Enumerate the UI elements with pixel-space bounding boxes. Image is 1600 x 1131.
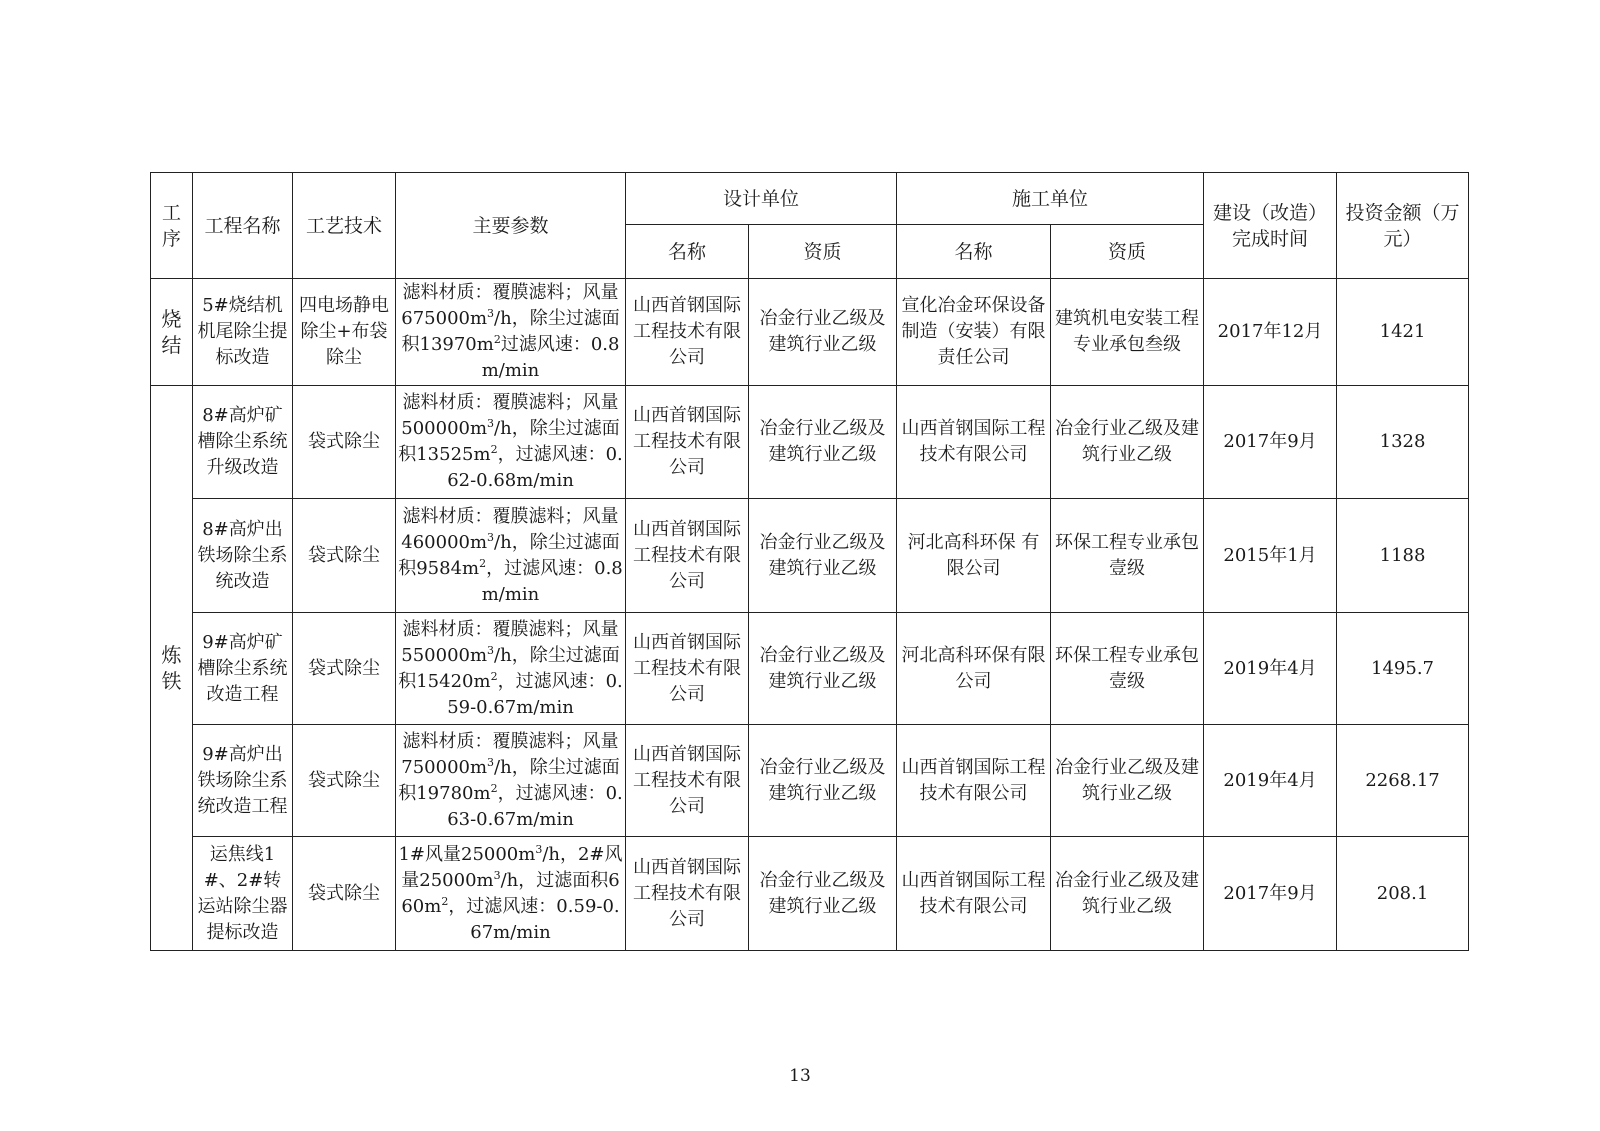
design-qualification-cell: 冶金行业乙级及建筑行业乙级 [749, 386, 897, 499]
completion-time-cell: 2019年4月 [1204, 725, 1337, 837]
table-row [151, 613, 1469, 725]
table-row [151, 279, 1469, 386]
header-design-unit: 设计单位 [626, 173, 897, 225]
process-cell-ironmaking: 炼铁 [151, 386, 193, 951]
project-name-cell: 8#高炉矿槽除尘系统升级改造 [193, 386, 293, 499]
design-qualification-cell: 冶金行业乙级及建筑行业乙级 [749, 499, 897, 613]
params-cell: 滤料材质：覆膜滤料；风量$550000m^3/h$，除尘过滤面积$15420m^2$，过滤风速：0.59-0.67m/min [396, 613, 626, 725]
design-qualification-cell: 冶金行业乙级及建筑行业乙级 [749, 837, 897, 951]
project-name-cell: 5#烧结机机尾除尘提标改造 [193, 279, 293, 386]
investment-cell: 1188 [1337, 499, 1469, 613]
technology-cell: 袋式除尘 [293, 837, 396, 951]
header-process: 工序 [151, 173, 193, 279]
investment-cell: 1328 [1337, 386, 1469, 499]
header-construction-unit: 施工单位 [897, 173, 1204, 225]
design-name-cell: 山西首钢国际工程技术有限公司 [626, 725, 749, 837]
params-cell: 滤料材质：覆膜滤料；风量$750000m^3/h$，除尘过滤面积$19780m^2$，过滤风速：0.63-0.67m/min [396, 725, 626, 837]
technology-cell: 袋式除尘 [293, 499, 396, 613]
design-name-cell: 山西首钢国际工程技术有限公司 [626, 837, 749, 951]
design-name-cell: 山西首钢国际工程技术有限公司 [626, 279, 749, 386]
project-name-cell: 9#高炉出铁场除尘系统改造工程 [193, 725, 293, 837]
design-qualification-cell: 冶金行业乙级及建筑行业乙级 [749, 725, 897, 837]
design-qualification-cell: 冶金行业乙级及建筑行业乙级 [749, 279, 897, 386]
design-name-cell: 山西首钢国际工程技术有限公司 [626, 613, 749, 725]
params-cell: 1#风量$25000m^3/h$，2#风量$25000m^3/h$，过滤面积$660m^2$，过滤风速：0.59-0.67m/min [396, 837, 626, 951]
completion-time-cell: 2015年1月 [1204, 499, 1337, 613]
params-cell: 滤料材质：覆膜滤料；风量$460000m^3/h$，除尘过滤面积$9584m^2$，过滤风速：0.8m/min [396, 499, 626, 613]
header-technology: 工艺技术 [293, 173, 396, 279]
completion-time-cell: 2017年12月 [1204, 279, 1337, 386]
investment-cell: 208.1 [1337, 837, 1469, 951]
construction-qualification-cell: 冶金行业乙级及建筑行业乙级 [1051, 837, 1204, 951]
process-cell-sintering: 烧结 [151, 279, 193, 386]
investment-cell: 2268.17 [1337, 725, 1469, 837]
header-construction-qualification: 资质 [1051, 225, 1204, 279]
technology-cell: 袋式除尘 [293, 725, 396, 837]
header-construction-name: 名称 [897, 225, 1051, 279]
params-cell: 滤料材质：覆膜滤料；风量$675000m^3/h$，除尘过滤面积$13970m^2$过滤风速：0.8m/min [396, 279, 626, 386]
construction-name-cell: 山西首钢国际工程技术有限公司 [897, 837, 1051, 951]
design-name-cell: 山西首钢国际工程技术有限公司 [626, 386, 749, 499]
investment-cell: 1421 [1337, 279, 1469, 386]
project-name-cell: 8#高炉出铁场除尘系统改造 [193, 499, 293, 613]
header-design-qualification: 资质 [749, 225, 897, 279]
investment-cell: 1495.7 [1337, 613, 1469, 725]
construction-name-cell: 宣化冶金环保设备制造（安装）有限责任公司 [897, 279, 1051, 386]
header-investment: 投资金额（万元） [1337, 173, 1469, 279]
table-row [151, 725, 1469, 837]
project-name-cell: 9#高炉矿槽除尘系统改造工程 [193, 613, 293, 725]
completion-time-cell: 2017年9月 [1204, 386, 1337, 499]
table-row [151, 386, 1469, 499]
completion-time-cell: 2017年9月 [1204, 837, 1337, 951]
construction-name-cell: 山西首钢国际工程技术有限公司 [897, 725, 1051, 837]
completion-time-cell: 2019年4月 [1204, 613, 1337, 725]
header-design-name: 名称 [626, 225, 749, 279]
technology-cell: 四电场静电除尘+布袋除尘 [293, 279, 396, 386]
page-number: 13 [789, 1066, 811, 1086]
technology-cell: 袋式除尘 [293, 386, 396, 499]
construction-qualification-cell: 冶金行业乙级及建筑行业乙级 [1051, 386, 1204, 499]
construction-qualification-cell: 建筑机电安装工程专业承包叁级 [1051, 279, 1204, 386]
header-completion-time: 建设（改造）完成时间 [1204, 173, 1337, 279]
header-project-name: 工程名称 [193, 173, 293, 279]
technology-cell: 袋式除尘 [293, 613, 396, 725]
design-name-cell: 山西首钢国际工程技术有限公司 [626, 499, 749, 613]
params-cell: 滤料材质：覆膜滤料；风量$500000m^3/h$，除尘过滤面积$13525m^2$，过滤风速：0.62-0.68m/min [396, 386, 626, 499]
construction-name-cell: 河北高科环保有限公司 [897, 613, 1051, 725]
table-row [151, 837, 1469, 951]
design-qualification-cell: 冶金行业乙级及建筑行业乙级 [749, 613, 897, 725]
construction-qualification-cell: 冶金行业乙级及建筑行业乙级 [1051, 725, 1204, 837]
project-name-cell: 运焦线1#、2#转运站除尘器提标改造 [193, 837, 293, 951]
project-table [150, 172, 1469, 951]
construction-name-cell: 河北高科环保 有限公司 [897, 499, 1051, 613]
header-main-params: 主要参数 [396, 173, 626, 279]
construction-name-cell: 山西首钢国际工程技术有限公司 [897, 386, 1051, 499]
construction-qualification-cell: 环保工程专业承包壹级 [1051, 613, 1204, 725]
table-row [151, 499, 1469, 613]
construction-qualification-cell: 环保工程专业承包壹级 [1051, 499, 1204, 613]
